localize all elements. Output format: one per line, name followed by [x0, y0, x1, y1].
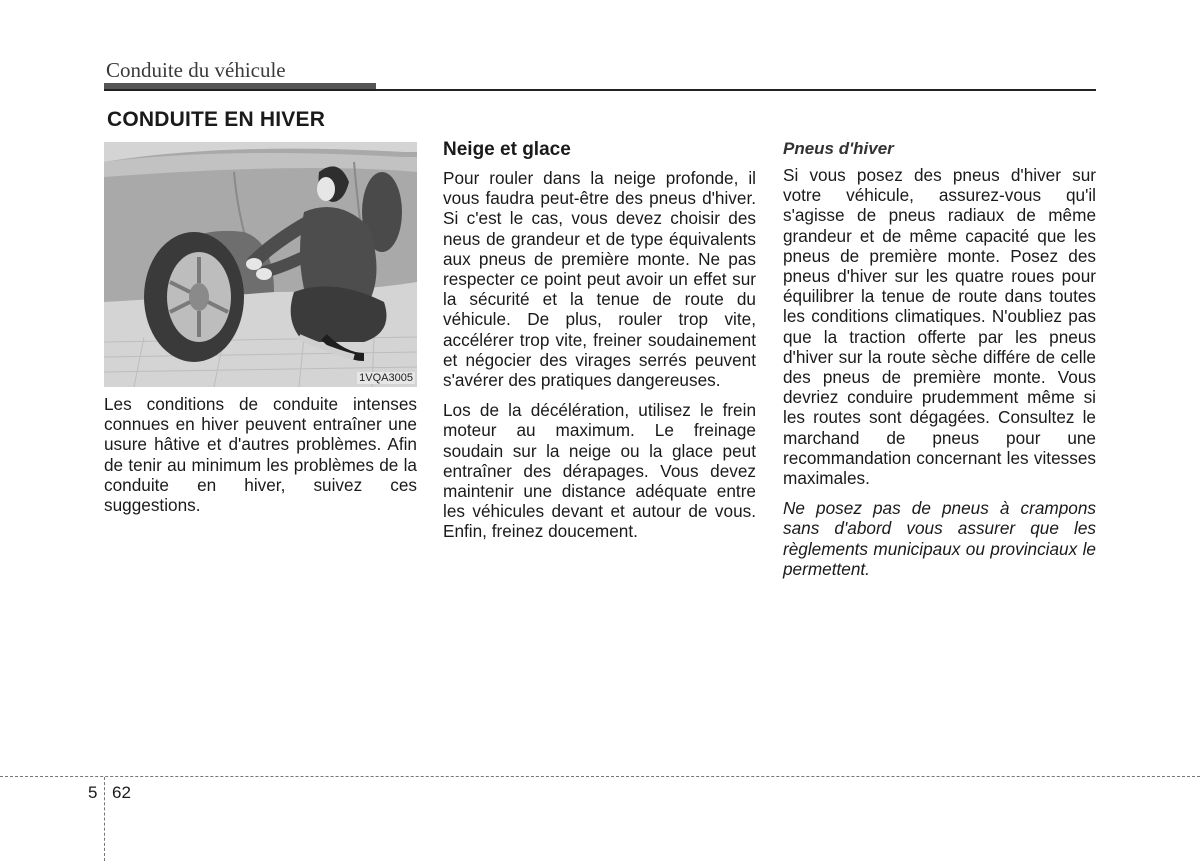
- winter-tires-heading: Pneus d'hiver: [783, 139, 894, 158]
- column-winter-tires: [783, 138, 1096, 589]
- footer-divider: [104, 777, 105, 861]
- running-header: Conduite du véhicule: [106, 58, 286, 82]
- snow-ice-paragraph-1: Pour rouler dans la neige profonde, il vous faudra peut-être des pneus d'hiver. Si c'est le cas, vous devez choisir des neus de grandeur et de type équivalents aux pneus de première monte. Ne pas respecter ce point peut avoir un effet sur la sécurité et la tenue de route du véhicule. De plus, rouler trop vite, accélérer trop vite, freiner soudainement et négocier des virages serrés peuvent s'avérer des pratiques dangereuses.: [443, 168, 756, 391]
- column-snow-ice: [443, 138, 756, 552]
- winter-tires-paragraph: Si vous posez des pneus d'hiver sur votre véhicule, assurez-vous qu'il s'agisse de pneus radiaux de même grandeur et de même capacité que les pneus de première monte. Posez des pneus d'hiver sur les quatre roues pour équilibrer la tenue de route dans toutes les conditions climatiques. N'oubliez pas que la traction offerte par les pneus d'hiver sur la route sèche différe de celle des pneus de première monte. Vous devriez conduire prudemment même si les routes sont dégagées. Consultez le marchand de pneus pour une recommandation concernant les vitesses maximales.: [783, 165, 1096, 489]
- figure-code: 1VQA3005: [359, 372, 413, 384]
- winter-tire-illustration: [104, 142, 417, 387]
- studded-tires-note: Ne posez pas de pneus à crampons sans d'abord vous assurer que les règlements municipaux ou provinciaux le permettent.: [783, 498, 1096, 579]
- footer-rule: [0, 776, 1200, 777]
- chapter-number: 5: [88, 783, 98, 802]
- page-number: 62: [112, 783, 131, 802]
- column-intro: [104, 394, 417, 525]
- woman-checking-tire-illustration-icon: [104, 142, 417, 387]
- snow-ice-paragraph-2: Los de la décélération, utilisez le frein moteur au maximum. Le freinage soudain sur la neige ou la glace peut entraîner des dérapages. Vous devez maintenir une distance adéquate entre les véhicules devant et autour de vous. Enfin, freinez doucement.: [443, 400, 756, 542]
- section-title: CONDUITE EN HIVER: [107, 108, 326, 131]
- header-rule: [104, 89, 1096, 91]
- intro-paragraph: Les conditions de conduite intenses connues en hiver peuvent entraîner une usure hâtive et d'autres problèmes. Afin de tenir au minimum les problèmes de la conduite en hiver, suivez ces suggestions.: [104, 394, 417, 516]
- snow-ice-heading: Neige et glace: [443, 139, 571, 160]
